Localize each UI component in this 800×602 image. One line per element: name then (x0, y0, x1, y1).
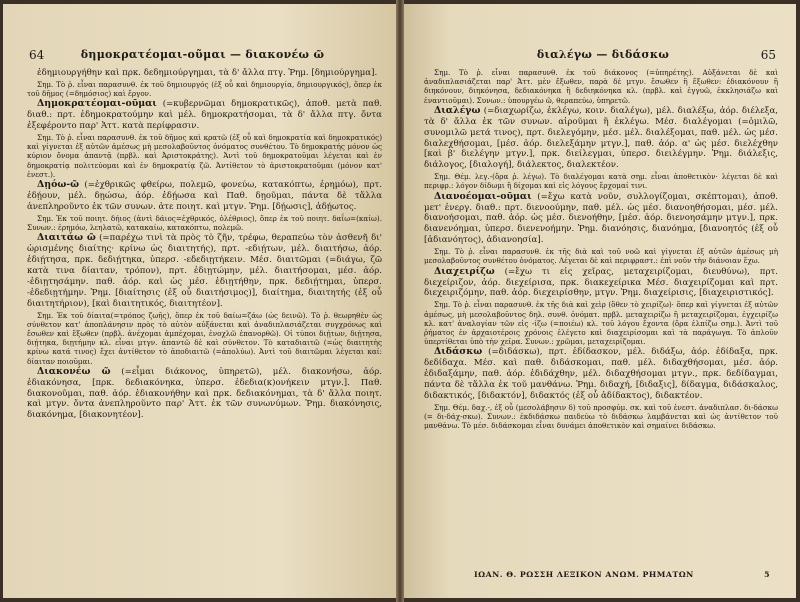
entry-paragraph (424, 192, 778, 247)
headword: Διακονέω ῶ (37, 365, 111, 377)
right-page-footer (434, 570, 776, 582)
entry-paragraph (27, 68, 382, 79)
note-paragraph (27, 214, 382, 232)
right-page-body (424, 68, 778, 568)
left-page-body (27, 68, 382, 568)
paragraph-text: Σημ. Τὸ ῥ. εἶναι παρασυνθ. ἐκ τοῦ δῆμος καὶ κρατῶ (ἐξ οὗ καὶ δημοκρατία καὶ δημοκρατικός) καὶ γίγνεται ἐξ αὐτῶν ἀμέσως μὴ μεσολαβοῦντος ὀνόματος συνθέτου. Τὸ δημοκρατής μόνον ὡς κύριον ὄνομα ἀπαντᾷ (πρβλ. καὶ Ἀριστοκράτης). Ἀντὶ τοῦ δημοκρατοῦμαι λέγεται καὶ ἐν δημοκρατίᾳ πολιτεύομαι καὶ ἐν δημοκρατίᾳ ζῶ. Ἀντίθετον τὸ ἀριστοκρατοῦμαι (μόνον κατ' ἐνεστ.). (27, 133, 382, 179)
left-page-header (29, 48, 376, 64)
headword: Διαιτάω ῶ (37, 232, 96, 244)
paragraph-text: (=εἶμαι διάκονος, ὑπηρετῶ), μέλ. διακονήσω, ἀόρ. ἐδιακόνησα, [πρκ. δεδιακόνηκα, ὑπερσ. ἐδεδια(κ)ονήκειν μτγν.]. Παθ. διακονοῦμαι, παθ. ἀόρ. ἐδιακονήθην καὶ πρκ. δεδιακόνημαι, τὰ δ' ἄλλα ποιητ. καὶ μτγν. ὄντα ἀνεπληροῦντο παρ' Ἀττ. ἐκ τῶν συνωνύμων. Ῥημ. διακόνησις, διακόνημα, [διακονητέον]. (27, 366, 382, 421)
entry-paragraph (424, 267, 778, 300)
entry-paragraph (27, 180, 382, 213)
paragraph-text: (=παρέχω τινὶ τὰ πρὸς τὸ ζῆν, τρέφω, θεραπεύω τὸν ἀσθενῆ δι' ὡρισμένης διαίτης· κρίνω ὡς διαιτητής), πρτ. -εδιῄτων, μέλ. διαιτήσω, ἀόρ. ἐδιῄτησα, πρκ. δεδιῄτηκα, ὑπερσ. -εδεδιῃτήκειν. Μέσ. διαιτῶμαι (=διάγω, ζῶ κατὰ τινα δίαιταν, τρόπον), πρτ. ἐδιῃτώμην, μέλ. διαιτήσομαι, μέσ. ἀόρ. -ἐδιῃτησάμην. παθ. ἀόρ. καὶ ὡς μέσ. ἐδιῃτήθην, πρκ. δεδιῄτημαι, ὑπερσ. -ἐδεδιῃτήμην. Ῥημ. [διαίτησις (ἐξ οὗ διαιτήσιμος)], διαίτημα, διαιτητής (ἐξ οὗ διαιτητήριον), [καὶ διαιτητικός, διαιτητέον]. (27, 233, 382, 309)
entry-paragraph (424, 347, 778, 402)
headword: Διδάσκω (434, 346, 483, 358)
headword: Δῃόω-ῶ (37, 179, 80, 191)
left-running-head: δημοκρατέομαι-οῦμαι — διακονέω ῶ (80, 48, 325, 61)
paragraph-text: (=ἔχω κατὰ νοῦν, συλλογίζομαι, σκέπτομαι), ἀποθ. μετ' ἐνεργ. διαθ.: πρτ. διενοούμην, παθ. μέλ. ὡς μέσ. διανοηθήσομαι, μέσ. μέλ. διανοήσομαι, παθ. ἀόρ. ὡς μέσ. διενοήθην, [μέσ. ἀόρ. διενοησάμην μτγν.], πρκ. διανενόημαι, ὑπερσ. διενενοήμην. Ῥημ. διανόησις, διανόημα, [διανοητός (ἐξ οὗ [ἀδιανόητος), ἀδιανοησία]. (424, 191, 778, 246)
paragraph-text: Σημ. Θέμ. λεγ.-(ὅρα ῥ. λέγω). Τὸ διαλέγομαι κατὰ σημ. εἶναι ἀποθετικὸν· λέγεται δὲ καὶ περιφρ.: λόγον δίδωμι ἢ δίχομαι καὶ εἰς λόγους ἔρχομαί τινι. (424, 172, 778, 191)
printer-footer: ΙΩΑΝ. Θ. ΡΩΣΣΗ ΛΕΞΙΚΟΝ ΑΝΩΜ. ΡΗΜΑΤΩΝ (474, 570, 694, 579)
paragraph-text: (=διδάσκω), πρτ. ἐδίδασκον, μέλ. διδάξω, ἀόρ. ἐδίδαξα, πρκ. δεδίδαχα. Μέσ. καὶ παθ. διδάσκομαι, παθ. μέλ. διδαχθήσομαι, μέσ. ἀόρ. ἐδιδαξάμην, παθ. ἀόρ. ἐδιδάχθην, μέλ. διδαχθήσομαι μτγν., πρκ. δεδίδαγμαι, πάντα δὲ τἄλλα ἐκ τοῦ μανθάνω. Ῥημ. διδαχή, [διδαξις], δίδαγμα, διδάσκαλος, διδακτικός, [διδακτόν], διδακτός (ἐξ οὗ ἀδίδακτος), διδακτέον. (424, 347, 778, 401)
paragraph-text: (=ἐχθρικῶς φθείρω, πολεμῶ, φονεύω, κατακόπτω, ἐρημόω), πρτ. ἐδῄουν, μέλ. δῃώσω, ἀόρ. ἐδῄωσα καὶ Παθ. δῃοῦμαι, πάντα δὲ τἄλλα ἀνεπληροῦντο ἐκ τῶν συνων. ἀτε ποιητ. καὶ μτγν. Ῥημ. [δῄωσις], ἀδῄωτος. (27, 180, 382, 212)
book-gutter (396, 0, 404, 602)
paragraph-text: Σημ. Τὸ ῥ. εἶναι παρασυνθ. ἐκ τῆς διὰ καὶ τοῦ νοῶ καὶ γίγνεται ἐξ αὐτῶν ἀμέσως μὴ μεσολαβοῦντος συνθέτου ὀνόματος. Λέγεται δὲ καὶ περιφραστ.: ἐπὶ νοῦν τὴν διάνοιαν ἔχω. (424, 247, 778, 266)
note-paragraph (424, 300, 778, 346)
right-page-number: 65 (760, 48, 776, 62)
headword: Διαχειρίζω (434, 265, 495, 277)
note-paragraph (424, 403, 778, 431)
headword: Διαλέγω (434, 104, 481, 116)
entry-paragraph (27, 367, 382, 422)
note-paragraph (424, 172, 778, 190)
note-paragraph (27, 80, 382, 98)
entry-paragraph (27, 99, 382, 132)
right-running-head: διαλέγω — διδάσκω (536, 48, 670, 61)
right-page (404, 4, 796, 598)
left-page-number: 64 (29, 48, 45, 62)
headword: Διανοέομαι-οῦμαι (434, 190, 532, 202)
paragraph-text: (=διαχωρίζω, ἐκλέγω, κοιν. διαλέγω), μέλ. διαλέξω, ἀόρ. διέλεξα, τὰ δ' ἄλλα ἐκ τῶν συνων. αἱροῦμαι ἢ ἐκλέγω. Μέσ. διαλέγομαι (=ὁμιλῶ, συνομιλῶ μετά τινος), πρτ. διελεγόμην, μέσ. μέλ. διαλέξομαι, παθ. μέλ. ὡς μέσ. διαλεχθήσομαι, [μέσ. ἀόρ. διελεξάμην μτγν.], παθ. ἀόρ. α' ὡς μέσ. διελέχθην [καὶ β' διελέγην μτγν.], πρκ. διείλεγμαι, ὑπερσ. διειλέγμην. Ῥημ. διάλεξις, διάλογος, [διαλογή], διάλεκτος, διαλεκτέον. (424, 105, 778, 171)
paragraph-text: Σημ. Θέμ. δαχ.-, ἐξ οὗ (μεσολάβησιν δ) τοῦ προσφύμ. σκ. καὶ τοῦ ἐνεστ. ἀναδιπλασ. δι-δάσκω (= δι-δάχ-σκω). Συνων.: ἐκδιδάσκω παιδεύω τὸ διδάσκω λαμβάνεται καὶ ὡς ἀντίθετον τοῦ μανθάνω. Τὸ μέσ. διδάσκομαι εἶναι δυνάμει ἀποθετικὸν καὶ σημαίνει διδάσκω. (424, 402, 778, 431)
note-paragraph (424, 247, 778, 265)
note-paragraph (424, 68, 778, 105)
paragraph-text: ἐδημιουργήθην καὶ πρκ. δεδημιούργημαι, τὰ δ' ἄλλα πτγ. Ῥημ. [δημιούργημα]. (37, 68, 378, 78)
paragraph-text: Σημ. Τὸ ῥ. εἶναι παρασυνθ. ἐκ τοῦ διάκονος (=ὑπηρέτης). Αὐξάνεται δὲ καὶ ἀναδιπλασιάζεται παρ' Ἀττ. μὲν ἔξωθεν, παρὰ δὲ μτγν. ἔσωθεν ἢ ἔξωθεν: ἐδιακόνουν ἢ διηκόνουν, διηκόνησα, δεδιακόνηκα ἢ δεδιηκόνηκα κλ. (πρβλ. καὶ ἐγγυῶ, ἐκκλησιάζω καὶ ἐναντιοῦμαι). Συνων.: ὑπουργέω ῶ, θεραπεύω, ὑπηρετῶ. (424, 68, 778, 105)
left-page (3, 4, 396, 598)
paragraph-text: Σημ. Ἐκ τοῦ δίαιτα(=τρόπος ζωῆς), ὅπερ ἐκ τοῦ δαίω=ζάω (ὡς δεινῶ). Τὸ ῥ. θεωρηθὲν ὡς σύνθετον κατ' ἀποπλάνησιν πρὸς τὸ αὐτὸν αὐξάνεται καὶ ἀναδιπλασιάζεται συγχρόνως καὶ ἔσωθεν καὶ ἔξωθεν (πρβλ. ἀνέχομαι ἀμπέχομαι, ἐνοχλῶ ἐπανορθῶ). Οἱ τύποι διῄτων, διῄτησα, διῄτηκα, διῃτήμην κλ. εἶναι μτγν. ἀπαντῶ δὲ καὶ σύνθετον. Τὸ καταδιαιτῶ (=ὡς διαιτητὴς κρίνω κατά τινος) ἔχει ἀντίθετον τὸ ἀποδιαιτῶ (=ἀπολύω). Ἀντὶ τοῦ διαιτῶμαι λέγεται καί: δίαιταν ποιοῦμαι. (27, 310, 382, 366)
note-paragraph (27, 133, 382, 179)
entry-paragraph (424, 106, 778, 171)
paragraph-text: (=κυβερνῶμαι δημοκρατικῶς), ἀποθ. μετὰ παθ. διαθ.: πρτ. ἐδημοκρατούμην καὶ μέλ. δημοκρατήσομαι, τὰ δ' ἄλλα πτγ. ὄντα ἐξεφέροντο παρ' Ἀττ. κατὰ περίφρασιν. (27, 99, 382, 132)
headword: Δημοκρατέομαι-οῦμαι (37, 98, 157, 110)
paragraph-text: Σημ. Ἐκ τοῦ ποιητ. δήιος (ἀντὶ δάιος=ἐχθρικός, ὀλέθριος), ὅπερ ἐκ τοῦ ποιητ. δαΐω=(καίω). Συνων.: ἐρημόω, λεηλατῶ, κατακαίω, κατακόπτω, πολεμῶ. (27, 213, 382, 232)
note-paragraph (27, 311, 382, 366)
paragraph-text: Σημ. Τὸ ῥ. εἶναι παρασυνθ. ἐκ τῆς διὰ καὶ χεὶρ (ὅθεν τὸ χειρίζω)· ὅπερ καὶ γίγνεται ἐξ αὐτῶν ἀμέσως, μὴ μεσολαβοῦντος δηλ. συνθ. ὀνόματ. πρβλ. μεταχειρίζω ἢ μεταχειρίζομαι, ἐγχειρίζω κλ. κατ' ἀναλογίαν τῶν εἰς -ίζω (=ποιέω) κλ. τοῦ λόγου ἔχοντα (ὅρα ἐλπίζω σημ.). Ἀντὶ τοῦ ῥήματος ἐν ἀρχαιοτέροις χρόνοις ἐλέγετο καὶ διαχειρίσομαι καὶ τὰ παράγωγα. Τὸ ἁπλοῦν ὑπερτίθεται ὑπὸ τὴν χεῖρα. Συνων.: χρῶμαι, μεταχειρίζομαι. (424, 300, 778, 347)
paragraph-text: Σημ. Τὸ ῥ. εἶναι παρασυνθ. ἐκ τοῦ δημιουργός (ἐξ οὗ καὶ δημιουργία, δημιουργικός), ὅπερ ἐκ τοῦ δῆμος (=δημόσιος) καὶ ἔργον. (27, 79, 382, 99)
signature-mark: 5 (764, 570, 770, 579)
right-page-header (430, 48, 776, 64)
entry-paragraph (27, 233, 382, 309)
paragraph-text: (=ἔχω τι εἰς χεῖρας, μεταχειρίζομαι, διευθύνω), πρτ. διεχείριζον, ἀόρ. διεχείρισα, πρκ. διακεχείρικα Μέσ. διαχειρίζομαι καὶ πρτ. διεχειριζόμην, παθ. ἀόρ. διεχειρίσθην, μτγν. Ῥημ. διαχείρισις, [διαχειριστικός]. (424, 266, 778, 299)
